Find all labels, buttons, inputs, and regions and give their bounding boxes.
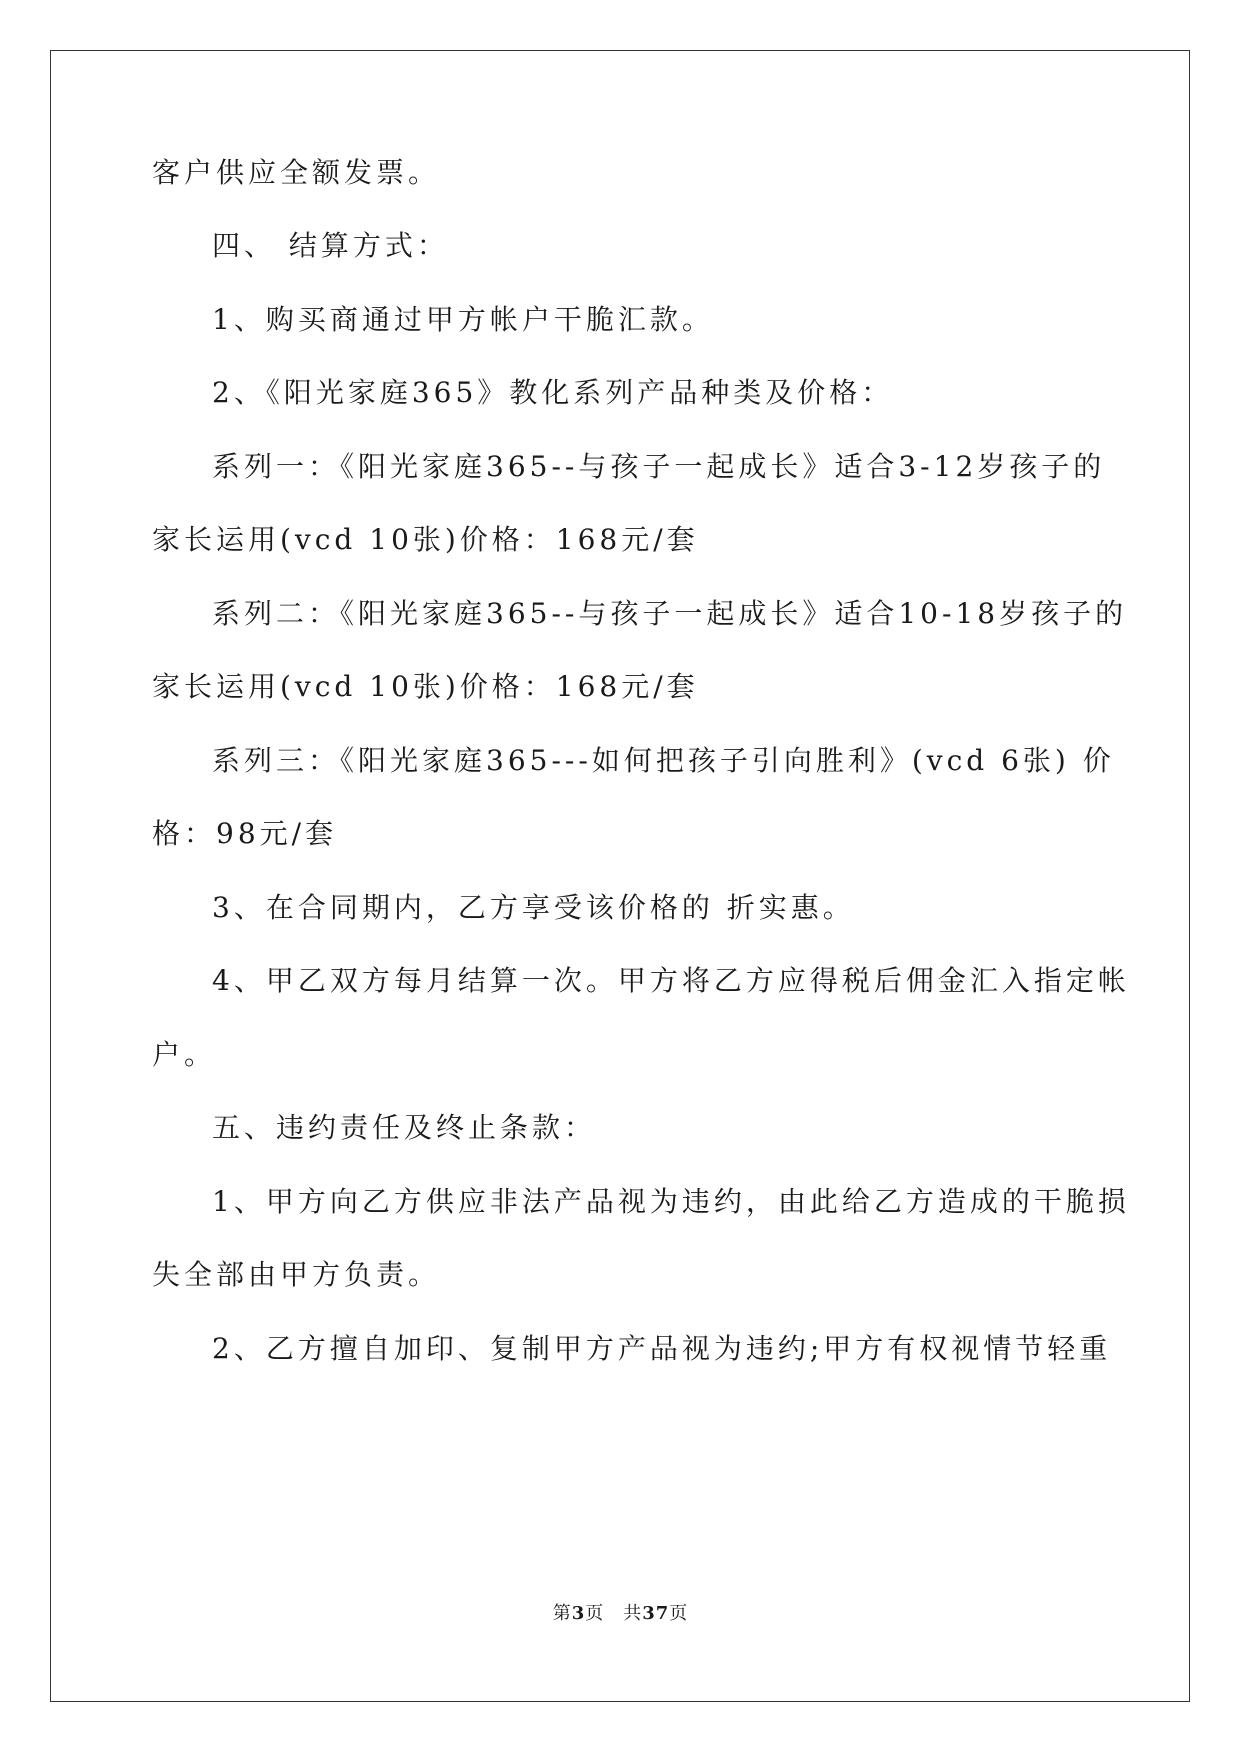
paragraph-line: 2、《阳光家庭365》教化系列产品种类及价格：: [212, 376, 894, 409]
paragraph-line: 系列一：《阳光家庭365--与孩子一起成长》适合3-12岁孩子的: [212, 450, 1106, 483]
paragraph-line: 系列二：《阳光家庭365--与孩子一起成长》适合10-18岁孩子的: [212, 597, 1128, 630]
paragraph-line: 3、在合同期内，乙方享受该价格的 折实惠。: [212, 891, 855, 924]
footer-page-total: 37: [642, 1603, 670, 1624]
section-heading: 四、 结算方式：: [212, 229, 449, 262]
paragraph-line: 4、甲乙双方每月结算一次。甲方将乙方应得税后佣金汇入指定帐: [212, 964, 1130, 997]
paragraph-line: 家长运用(vcd 10张)价格：168元/套: [152, 670, 699, 703]
paragraph-line: 失全部由甲方负责。: [152, 1258, 441, 1291]
footer-page-number: 3: [571, 1603, 586, 1624]
footer-prefix: 第: [552, 1603, 572, 1624]
page-border: [50, 50, 1190, 1702]
paragraph-line: 1、购买商通过甲方帐户干脆汇款。: [212, 303, 714, 336]
paragraph-line: 格：98元/套: [152, 817, 338, 850]
footer-mid: 页 共: [585, 1603, 643, 1624]
page-footer: [0, 1602, 1241, 1626]
paragraph-line: 系列三：《阳光家庭365---如何把孩子引向胜利》(vcd 6张) 价: [212, 744, 1115, 777]
section-heading: 五、违约责任及终止条款：: [212, 1111, 597, 1144]
paragraph-line: 1、甲方向乙方供应非法产品视为违约，由此给乙方造成的干脆损: [212, 1185, 1130, 1218]
paragraph-line: 家长运用(vcd 10张)价格：168元/套: [152, 523, 699, 556]
paragraph-line: 2、乙方擅自加印、复制甲方产品视为违约;甲方有权视情节轻重: [212, 1332, 1112, 1365]
paragraph-line: 户。: [152, 1038, 217, 1071]
footer-suffix: 页: [669, 1603, 689, 1624]
paragraph-line: 客户供应全额发票。: [152, 156, 441, 189]
